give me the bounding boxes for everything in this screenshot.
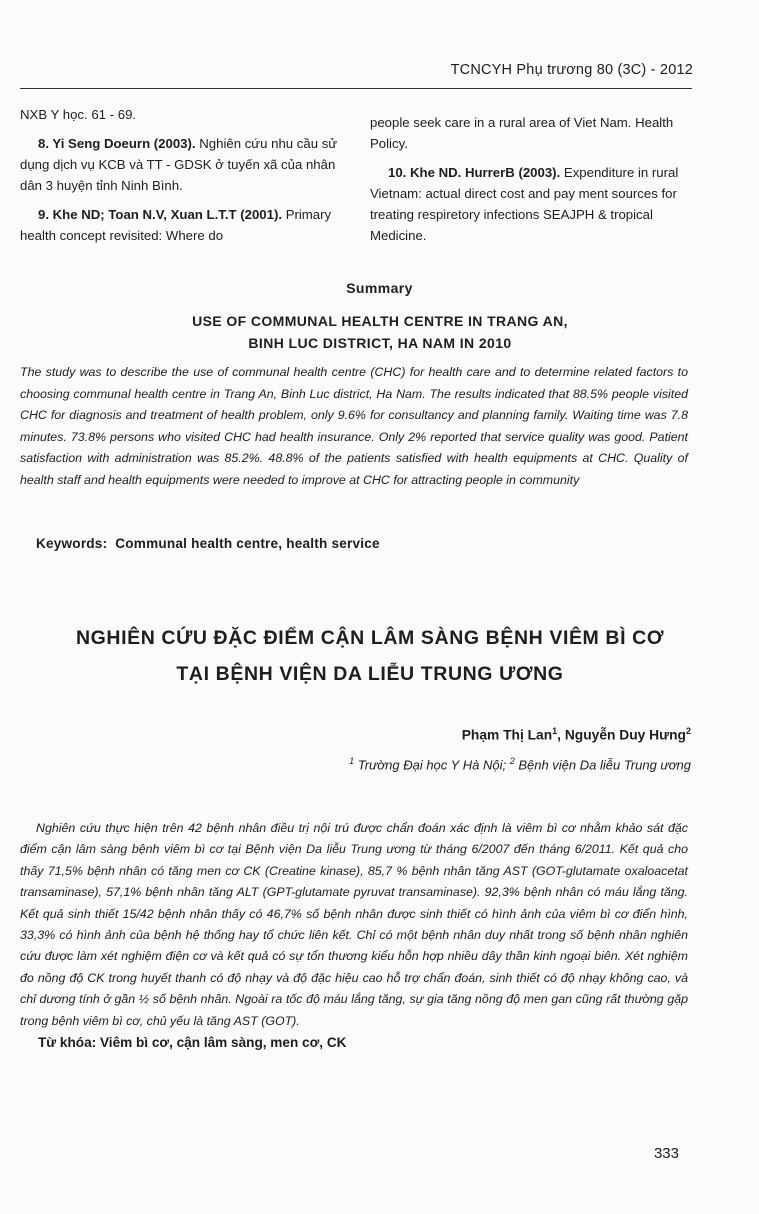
- reference-item: [20, 204, 342, 246]
- summary-abstract: The study was to describe the use of communal health centre (CHC) for health care and to determine related factors to choosing communal health centre in Trang An, Binh Luc district, Ha Nam. The results indicated that 88.5% people visited CHC for diagnosis and treatment of health problem, only 9.6% for consultancy and planning family. Waiting time was 7.8 minutes. 73.8% persons who visited CHC had health insurance. Only 2% reported that service quality was good. Patient satisfaction with administration was 85.2%. 48.8% of the patients satisfied with health equipments at CHC. Quality of health staff and health equipments were needed to improve at CHC for attracting people in community: [20, 365, 688, 487]
- article-abstract: Nghiên cứu thực hiện trên 42 bệnh nhân điều trị nội trú được chẩn đoán xác định là viêm bì cơ nhằm khảo sát đặc điểm cận lâm sàng bệnh viêm bì cơ tại Bệnh viện Da liễu Trung ương từ tháng 6/2007 đến tháng 6/2011. Kết quả cho thấy 71,5% bệnh nhân có tăng men cơ CK (Creatine kinase), 85,7 % bệnh nhân tăng AST (GOT-glutamate oxaloacetat transaminase), 57,1% bệnh nhân tăng ALT (GPT-glutamate pyruvat transaminase). 92,3% bệnh nhân có máu lắng tăng. Kết quả sinh thiết 15/42 bệnh nhân thấy có 46,7% số bệnh nhân được sinh thiết có hình ảnh của viêm bì cơ điển hình, 33,3% có hình ảnh của bệnh hệ thống hay tổ chức liên kết. Chỉ có một bệnh nhân duy nhất trong số bệnh nhân nghiên cứu được làm xét nghiệm điện cơ và kết quả có sự tổn thương kiểu hỗn hợp nhiều dây thần kinh ngoại biên. Xét nghiệm đo nồng độ CK trong huyết thanh có độ nhạy và độ đặc hiệu cao hỗ trợ chẩn đoán, sinh thiết có độ nhạy không cao, và chỉ dương tính ở gần ½ số bệnh nhân. Ngoài ra tốc độ máu lắng tăng, sự gia tăng nồng độ men gan cũng rất thường gặp trong bệnh viêm bì cơ, chủ yếu là tăng AST (GOT).: [20, 821, 688, 1028]
- author-affiliations: [349, 756, 691, 772]
- author-name: Phạm Thị Lan: [461, 727, 553, 743]
- keywords-value: Communal health centre, health service: [115, 536, 380, 551]
- summary-title: [60, 310, 700, 354]
- author-separator: ,: [557, 727, 565, 743]
- reference-author: 9. Khe ND; Toan N.V, Xuan L.T.T (2001).: [38, 207, 283, 222]
- page-number: 333: [653, 1145, 679, 1162]
- keywords-value: Viêm bì cơ, cận lâm sàng, men cơ, CK: [99, 1035, 347, 1050]
- author-sup: 1: [552, 726, 558, 736]
- affil-sup: 2: [509, 756, 515, 766]
- header-rule: [20, 88, 692, 89]
- reference-item: [370, 112, 690, 154]
- reference-author: 10. Khe ND. HurrerB (2003).: [388, 165, 561, 180]
- reference-text: people seek care in a rural area of Viet Nam. Health Policy.: [370, 115, 674, 151]
- article-title-line: TẠI BỆNH VIỆN DA LIỄU TRUNG ƯƠNG: [176, 663, 564, 685]
- article-authors: [462, 726, 691, 743]
- reference-item: [370, 162, 690, 246]
- journal-header: TCNCYH Phụ trương 80 (3C) - 2012: [450, 62, 693, 78]
- summary-title-line: USE OF COMMUNAL HEALTH CENTRE IN TRANG AN,: [192, 313, 568, 329]
- keywords-label: Từ khóa:: [38, 1035, 97, 1050]
- reference-text: Expenditure in rural Vietnam: actual direct cost and pay ment sources for treating respiretory infections SEAJPH & tropical Medicine.: [370, 165, 679, 243]
- reference-text: Primary health concept revisited: Where do: [20, 207, 332, 243]
- article-title-line: NGHIÊN CỨU ĐẶC ĐIỂM CẬN LÂM SÀNG BỆNH VIÊM BÌ CƠ: [75, 627, 665, 649]
- reference-item: NXB Y học. 61 - 69.: [20, 107, 137, 122]
- article-keywords: [38, 1035, 346, 1050]
- affil-sup: 1: [349, 756, 355, 766]
- reference-author: 8. Yi Seng Doeurn (2003).: [38, 136, 196, 151]
- summary-title-line: BINH LUC DISTRICT, HA NAM IN 2010: [248, 335, 512, 351]
- summary-keywords: [36, 536, 380, 551]
- author-sup: 2: [685, 726, 691, 736]
- references-left-column: [20, 104, 342, 254]
- reference-text: Nghiên cứu nhu cầu sử dụng dịch vụ KCB và TT - GDSK ở tuyến xã của nhân dân 3 huyện tỉnh Ninh Bình.: [20, 136, 338, 193]
- keywords-label: Keywords:: [36, 536, 108, 551]
- affiliation: Trường Đại học Y Hà Nội;: [354, 757, 510, 773]
- reference-item: [20, 133, 342, 196]
- author-name: Nguyễn Duy Hưng: [564, 727, 686, 743]
- references-right-column: [370, 112, 690, 254]
- affiliation: Bệnh viện Da liễu Trung ương: [514, 757, 691, 773]
- article-title: [20, 620, 720, 692]
- summary-heading: Summary: [346, 280, 413, 296]
